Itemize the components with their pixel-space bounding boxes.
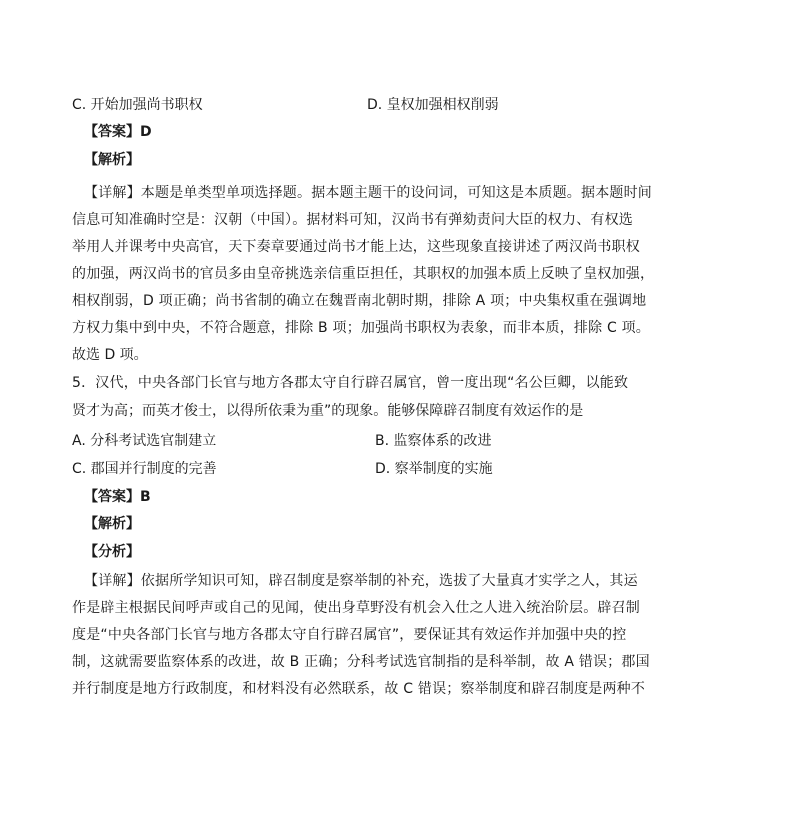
q4-option-d: D. 皇权加强相权削弱 [367,97,499,113]
q4-detail-line: 方权力集中到中央，不符合题意，排除 B 项；加强尚书职权为表象，而非本质，排除 C 项。 [72,320,650,336]
q5-option-c: C. 郡国并行制度的完善 [72,461,217,477]
q4-detail-line: 相权削弱，D 项正确；尚书省制的确立在魏晋南北朝时期，排除 A 项；中央集权重在强调地 [72,293,647,309]
q5-stem-line: 贤才为高；而英才俊士，以得所依秉为重”的现象。能够保障辟召制度有效运作的是 [72,403,584,419]
q5-detail-line: 度是“中央各部门长官与地方各郡太守自行辟召属官”，要保证其有效运作并加强中央的控 [72,627,627,643]
q5-detail-line: 并行制度是地方行政制度，和材料没有必然联系，故 C 错误；察举制度和辟召制度是两种不 [72,681,646,697]
q5-option-d: D. 察举制度的实施 [375,461,493,477]
q5-detail-line: 【详解】依据所学知识可知，辟召制度是察举制的补充，选拔了大量真才实学之人，其运 [84,573,638,589]
q5-stem-line: 5．汉代，中央各部门长官与地方各郡太守自行辟召属官，曾一度出现“名公巨卿，以能致 [72,375,629,391]
q4-detail-line: 举用人并课考中央高官，天下奏章要通过尚书才能上达，这些现象直接讲述了两汉尚书职权 [72,239,640,255]
q5-answer: 【答案】B [84,489,151,505]
q5-analyze-label: 【分析】 [84,544,140,560]
q5-option-b: B. 监察体系的改进 [375,433,492,449]
q4-option-c: C. 开始加强尚书职权 [72,97,203,113]
q4-analysis-label: 【解析】 [84,152,140,168]
q5-detail-line: 制，这就需要监察体系的改进，故 B 正确；分科考试选官制指的是科举制，故 A 错误；郡国 [72,654,650,670]
q4-detail-line: 信息可知准确时空是：汉朝（中国）。据材料可知，汉尚书有弹劾责问大臣的权力、有权选 [72,212,633,228]
q4-detail-line: 故选 D 项。 [72,347,148,363]
q5-option-a: A. 分科考试选官制建立 [72,433,217,449]
q4-detail-line: 【详解】本题是单类型单项选择题。据本题主题干的设问词，可知这是本质题。据本题时间 [84,185,652,201]
q5-detail-line: 作是辟主根据民间呼声或自己的见闻，使出身草野没有机会入仕之人进入统治阶层。辟召制 [72,600,640,616]
q5-analysis-label: 【解析】 [84,516,140,532]
q4-detail-line: 的加强，两汉尚书的官员多由皇帝挑选亲信重臣担任，其职权的加强本质上反映了皇权加强， [72,266,655,282]
q4-answer: 【答案】D [84,124,152,140]
